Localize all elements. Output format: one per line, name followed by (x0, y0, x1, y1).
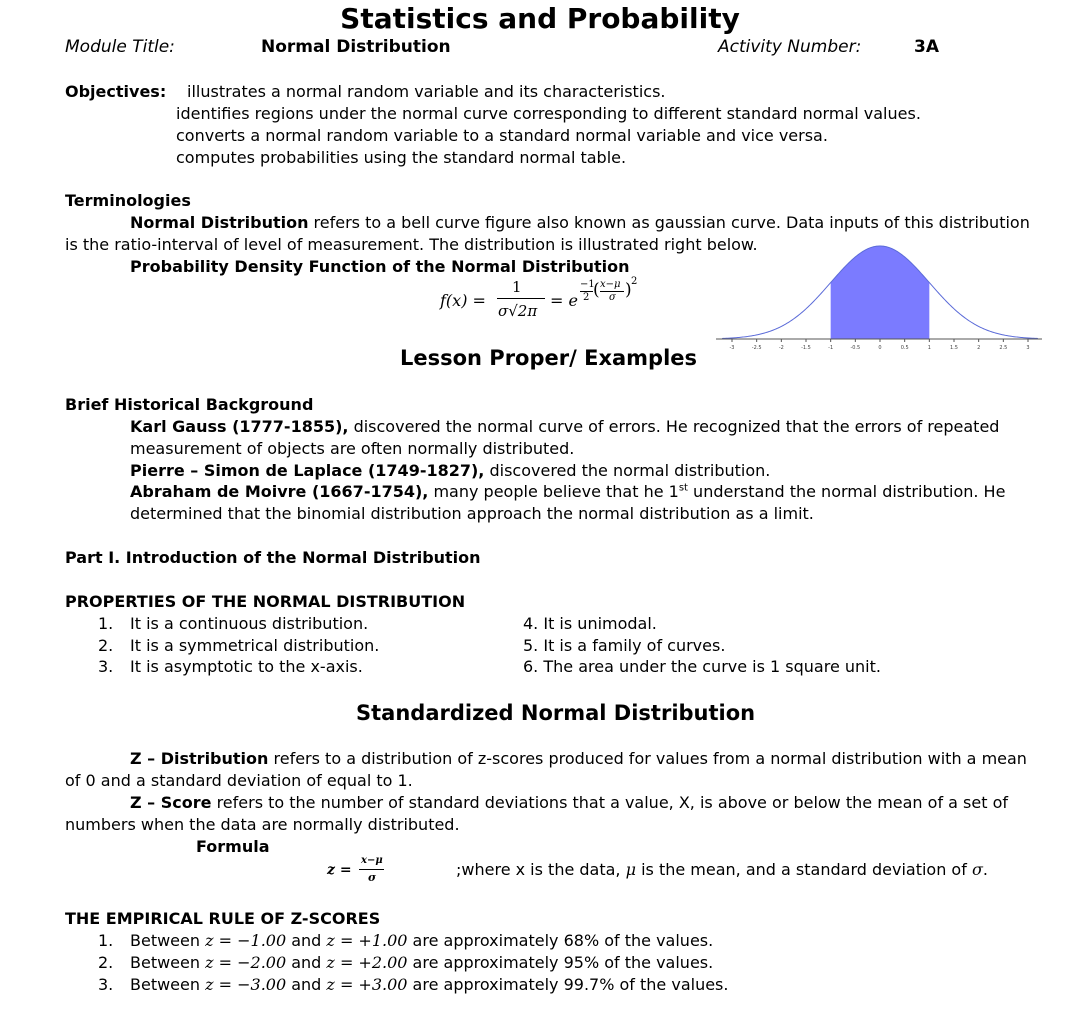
and-text: and (286, 931, 327, 950)
x-tick-label: 0 (878, 345, 882, 351)
x-tick-label: 2.5 (999, 345, 1008, 351)
fraction-bar (497, 298, 545, 299)
z-distribution-cont: of 0 and a standard deviation of equal to 1. (65, 771, 413, 790)
normal-distribution-term: Normal Distribution (130, 213, 309, 232)
formula-denominator: σ√2π (498, 302, 538, 320)
objective-item: illustrates a normal random variable and its characteristics. (187, 82, 666, 101)
moivre-text-cont: determined that the binomial distribution approach the normal distribution as a limit. (130, 504, 814, 523)
property-item: 6. The area under the curve is 1 square unit. (523, 657, 881, 676)
property-item: It is a continuous distribution. (130, 614, 369, 633)
history-heading: Brief Historical Background (65, 395, 314, 414)
moivre-superscript: st (678, 482, 688, 494)
percent-text: are approximately 68% of the values. (407, 931, 714, 950)
between-text: Between (130, 953, 206, 972)
empirical-item (130, 975, 728, 994)
laplace-entry (130, 461, 770, 480)
exponent-paren-open: ( (593, 280, 600, 300)
z-score-definition (130, 793, 1008, 812)
z-distribution-term: Z – Distribution (130, 749, 269, 768)
empirical-item (130, 931, 713, 950)
terminologies-heading: Terminologies (65, 191, 191, 210)
property-item: It is a symmetrical distribution. (130, 636, 380, 655)
z-low: z = −1.00 (205, 931, 287, 950)
shaded-area (831, 246, 930, 339)
moivre-name: Abraham de Moivre (1667-1754), (130, 482, 429, 501)
z-high: z = +2.00 (326, 953, 408, 972)
exponent-inner-den: σ (609, 292, 616, 303)
definition-continuation: is the ratio-interval of level of measurement. The distribution is illustrated right below. (65, 235, 758, 254)
exponent-inner-num: x−μ (600, 279, 621, 290)
formula-label: Formula (196, 837, 270, 856)
activity-number-label: Activity Number: (718, 37, 862, 57)
x-tick-label: 1.5 (950, 345, 958, 351)
x-tick-label: -2.5 (751, 345, 762, 351)
x-tick-label: 0.5 (900, 345, 909, 351)
x-tick-label: -3 (729, 345, 735, 351)
exponent-paren-close: ) (625, 280, 632, 300)
objective-item: computes probabilities using the standard normal table. (176, 148, 627, 167)
objective-item: identifies regions under the normal curve corresponding to different standard normal values. (176, 104, 921, 123)
sigma-symbol: σ (971, 860, 983, 879)
z-score-cont: numbers when the data are normally distributed. (65, 815, 460, 834)
bell-curve-chart (712, 238, 1044, 354)
page-title: Statistics and Probability (340, 2, 740, 35)
objective-item: converts a normal random variable to a standard normal variable and vice versa. (176, 126, 828, 145)
activity-number-value: 3A (914, 37, 939, 57)
x-tick-label: 3 (1026, 345, 1030, 351)
standardized-heading: Standardized Normal Distribution (356, 701, 756, 725)
z-score-text: refers to the number of standard deviations that a value, X, is above or below the mean of a set of (211, 793, 1009, 812)
empirical-num: 3. (98, 975, 114, 994)
exponent-coef-den: 2 (583, 292, 590, 303)
gauss-text: discovered the normal curve of errors. He recognized that the errors of repeated (348, 417, 1000, 436)
properties-heading: PROPERTIES OF THE NORMAL DISTRIBUTION (65, 592, 466, 611)
property-item: 5. It is a family of curves. (523, 636, 726, 655)
z-formula-explanation (456, 860, 988, 879)
property-num: 1. (98, 614, 114, 633)
property-num: 3. (98, 657, 114, 676)
part1-heading: Part I. Introduction of the Normal Distribution (65, 548, 481, 567)
module-title-label: Module Title: (65, 37, 175, 57)
explanation-text: ;where x is the data, (456, 860, 626, 879)
z-high: z = +1.00 (326, 931, 408, 950)
exponent-coef: −1 (580, 279, 595, 290)
moivre-entry (130, 482, 1005, 501)
z-formula-numerator: x−μ (361, 855, 383, 866)
empirical-num: 1. (98, 931, 114, 950)
percent-text: are approximately 99.7% of the values. (407, 975, 729, 994)
x-tick-label: -1.5 (801, 345, 811, 351)
z-low: z = −2.00 (205, 953, 287, 972)
normal-distribution-definition (130, 213, 1030, 232)
and-text: and (286, 975, 327, 994)
property-item: 4. It is unimodal. (523, 614, 657, 633)
percent-text: are approximately 95% of the values. (407, 953, 714, 972)
and-text: and (286, 953, 327, 972)
property-item: It is asymptotic to the x-axis. (130, 657, 363, 676)
formula-numerator: 1 (512, 278, 522, 296)
gauss-name: Karl Gauss (1777-1855), (130, 417, 349, 436)
pdf-heading: Probability Density Function of the Normal Distribution (130, 257, 630, 276)
z-high: z = +3.00 (326, 975, 408, 994)
z-formula-lhs: z = (327, 862, 352, 878)
explanation-text: . (982, 860, 988, 879)
gauss-text-cont: measurement of objects are often normally distributed. (130, 439, 575, 458)
empirical-heading: THE EMPIRICAL RULE OF Z-SCORES (65, 909, 381, 928)
moivre-text: many people believe that he 1 (428, 482, 679, 501)
z-formula-denominator: σ (368, 871, 377, 884)
gauss-entry (130, 417, 999, 436)
empirical-item (130, 953, 713, 972)
moivre-text-b: understand the normal distribution. He (687, 482, 1006, 501)
z-low: z = −3.00 (205, 975, 287, 994)
property-num: 2. (98, 636, 114, 655)
lesson-heading: Lesson Proper/ Examples (400, 346, 698, 370)
x-tick-label: -2 (778, 345, 784, 351)
laplace-name: Pierre – Simon de Laplace (1749-1827), (130, 461, 485, 480)
between-text: Between (130, 931, 206, 950)
z-distribution-text: refers to a distribution of z-scores produced for values from a normal distribution with a mean (268, 749, 1027, 768)
objectives-label: Objectives: (65, 82, 167, 101)
explanation-text: is the mean, and a standard deviation of (636, 860, 972, 879)
formula-lhs: f(x) = (440, 291, 486, 310)
z-distribution-definition (130, 749, 1027, 768)
definition-text: refers to a bell curve figure also known as gaussian curve. Data inputs of this distribution (308, 213, 1030, 232)
x-tick-label: 1 (927, 345, 931, 351)
module-title-value: Normal Distribution (261, 37, 451, 57)
between-text: Between (130, 975, 206, 994)
empirical-num: 2. (98, 953, 114, 972)
z-score-term: Z – Score (130, 793, 212, 812)
x-tick-label: 2 (977, 345, 981, 351)
mu-symbol: μ (625, 860, 636, 879)
exponent-power: 2 (631, 276, 638, 287)
x-tick-label: -1 (828, 345, 834, 351)
z-fraction-bar (359, 869, 384, 870)
laplace-text: discovered the normal distribution. (484, 461, 771, 480)
formula-equals-e: = e (550, 291, 578, 310)
x-tick-label: -0.5 (850, 345, 861, 351)
